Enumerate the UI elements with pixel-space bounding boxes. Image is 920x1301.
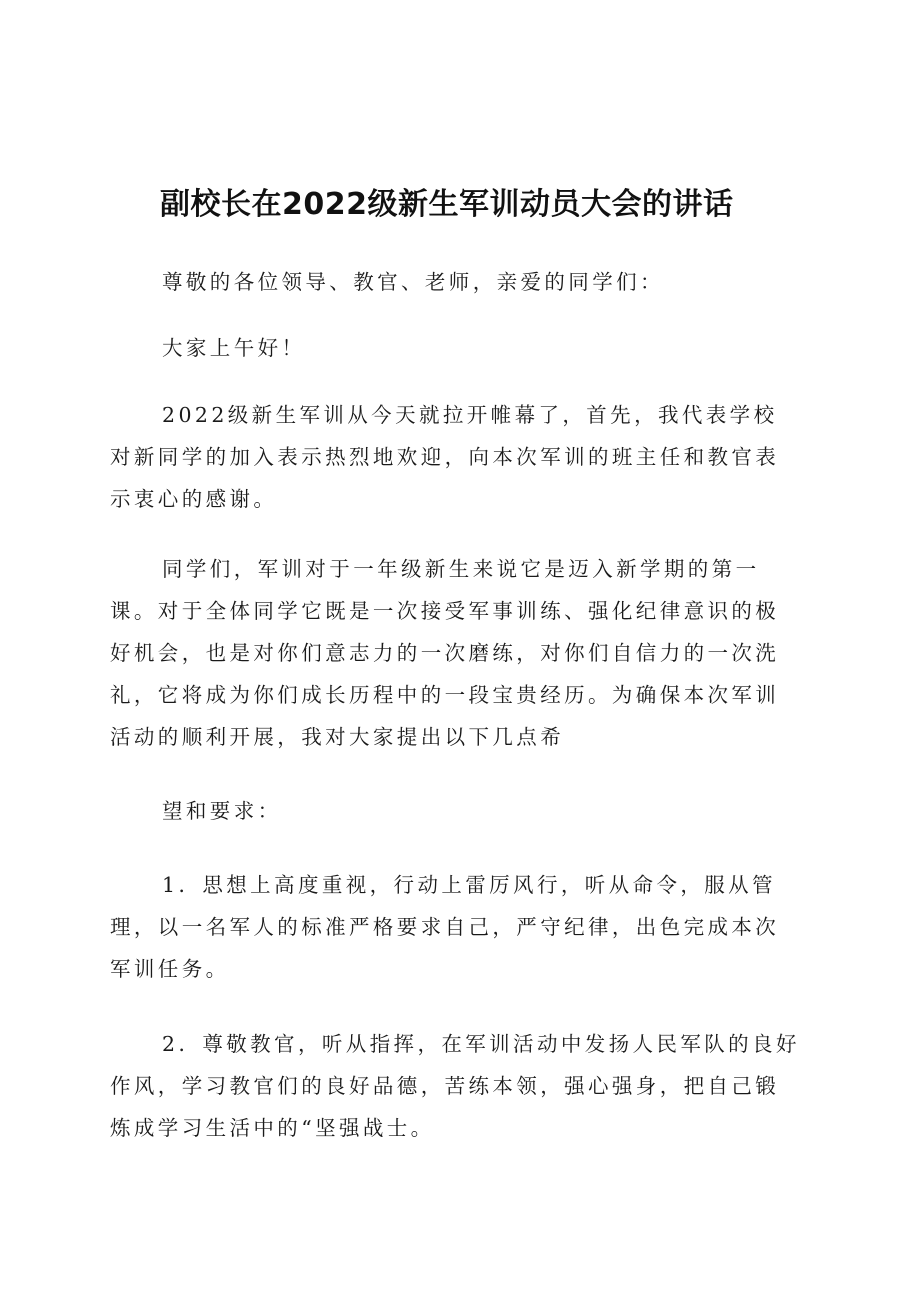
requirement-item-2: 2．尊敬教官，听从指挥，在军训活动中发扬人民军队的良好作风，学习教官们的良好品德，苦练本领，强心强身，把自己锻炼成学习生活中的“坚强战士。 — [110, 1032, 800, 1140]
document-title: 副校长在2022级新生军训动员大会的讲话 — [160, 187, 734, 222]
salutation-paragraph: 尊敬的各位领导、教官、老师，亲爱的同学们： — [162, 270, 664, 294]
requirement-item-1: 1．思想上高度重视，行动上雷厉风行，听从命令，服从管理，以一名军人的标准严格要求自己，严守纪律，出色完成本次军训任务。 — [110, 873, 780, 981]
body-paragraph: 同学们，军训对于一年级新生来说它是迈入新学期的第一课。对于全体同学它既是一次接受军事训练、强化纪律意识的极好机会，也是对你们意志力的一次磨练，对你们自信力的一次洗礼，它将成为你们成长历程中的一段宝贵经历。为确保本次军训活动的顺利开展，我对大家提出以下几点希 — [110, 557, 780, 749]
body-paragraph-continued: 望和要求： — [162, 799, 282, 823]
greeting-paragraph: 大家上午好！ — [162, 336, 306, 360]
opening-paragraph: 2022级新生军训从今天就拉开帷幕了，首先，我代表学校对新同学的加入表示热烈地欢迎，向本次军训的班主任和教官表示衷心的感谢。 — [110, 403, 780, 511]
